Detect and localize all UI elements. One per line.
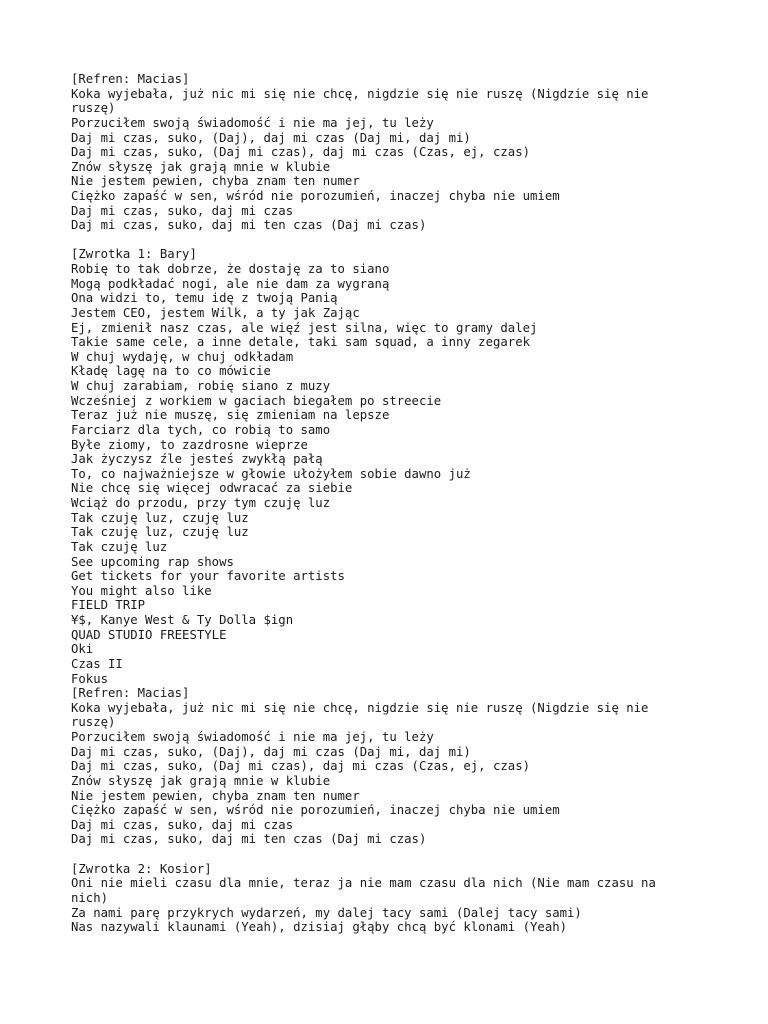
- lyric-line: Kładę lagę na to co mówicie: [71, 364, 271, 379]
- lyric-line: Daj mi czas, suko, daj mi ten czas (Daj mi czas): [71, 218, 427, 233]
- lyric-line: QUAD STUDIO FREESTYLE: [71, 627, 227, 642]
- lyric-line: Porzuciłem swoją świadomość i nie ma jej, tu leży: [71, 730, 434, 745]
- section-heading: [Zwrotka 2: Kosior]: [71, 861, 212, 876]
- lyric-line: Nas nazywali klaunami (Yeah), dzisiaj głąby chcą być klonami (Yeah): [71, 920, 568, 935]
- blank-line: [71, 233, 691, 248]
- lyric-line: Tak czuję luz, czuję luz: [71, 510, 249, 525]
- lyric-line: You might also like: [71, 583, 212, 598]
- lyric-line: Fokus: [71, 671, 109, 686]
- section-heading: [Refren: Macias]: [71, 686, 190, 701]
- lyric-line: Get tickets for your favorite artists: [71, 569, 345, 584]
- lyric-line: Ciężko zapaść w sen, wśród nie porozumień, inaczej chyba nie umiem: [71, 803, 560, 818]
- lyric-line: Tak czuję luz, czuję luz: [71, 525, 249, 540]
- lyric-line: Ciężko zapaść w sen, wśród nie porozumień, inaczej chyba nie umiem: [71, 189, 560, 203]
- lyric-line: Czas II: [71, 656, 123, 671]
- lyric-line: Daj mi czas, suko, daj mi czas: [71, 203, 294, 218]
- lyric-line: Daj mi czas, suko, daj mi czas: [71, 817, 294, 832]
- lyric-line: Farciarz dla tych, co robią to samo: [71, 422, 331, 437]
- section-heading: [Zwrotka 1: Bary]: [71, 247, 197, 262]
- blank-line: [71, 847, 691, 862]
- lyric-line: Nie jestem pewien, chyba znam ten numer: [71, 174, 360, 189]
- lyric-line: W chuj zarabiam, robię siano z muzy: [71, 379, 331, 394]
- lyric-line: Ona widzi to, temu idę z twoją Panią: [71, 291, 338, 306]
- lyric-line: Koka wyjebała, już nic mi się nie chcę, nigdzie się nie ruszę (Nigdzie się nie: [71, 86, 649, 101]
- lyric-line: Wciąż do przodu, przy tym czuję luz: [71, 496, 331, 511]
- lyric-line: ruszę): [71, 715, 116, 730]
- lyric-line: Mogą podkładać nogi, ale nie dam za wygraną: [71, 276, 390, 291]
- lyrics-document: [71, 72, 691, 935]
- lyric-line: ruszę): [71, 101, 116, 116]
- lyric-line: Znów słyszę jak grają mnie w klubie: [71, 159, 331, 174]
- lyric-line: Za nami parę przykrych wydarzeń, my dalej tacy sami (Dalej tacy sami): [71, 905, 582, 920]
- lyric-line: Tak czuję luz: [71, 539, 168, 554]
- lyric-line: Oki: [71, 642, 94, 657]
- lyric-line: Takie same cele, a inne detale, taki sam squad, a inny zegarek: [71, 335, 531, 350]
- lyric-line: Robię to tak dobrze, że dostaję za to siano: [71, 262, 390, 277]
- lyric-line: Nie chcę się więcej odwracać za siebie: [71, 481, 353, 496]
- lyric-line: W chuj wydaję, w chuj odkładam: [71, 349, 294, 364]
- lyric-line: Daj mi czas, suko, (Daj mi czas), daj mi czas (Czas, ej, czas): [71, 145, 531, 160]
- lyric-line: Znów słyszę jak grają mnie w klubie: [71, 773, 331, 788]
- lyric-line: See upcoming rap shows: [71, 554, 234, 569]
- lyric-line: To, co najważniejsze w głowie ułożyłem sobie dawno już: [71, 466, 471, 481]
- lyric-line: Wcześniej z workiem w gaciach biegałem po streecie: [71, 393, 442, 408]
- lyric-line: Porzuciłem swoją świadomość i nie ma jej, tu leży: [71, 115, 434, 130]
- lyric-line: Oni nie mieli czasu dla mnie, teraz ja nie mam czasu dla nich (Nie mam czasu na: [71, 876, 656, 891]
- lyric-line: Koka wyjebała, już nic mi się nie chcę, nigdzie się nie ruszę (Nigdzie się nie: [71, 700, 649, 715]
- lyric-line: Daj mi czas, suko, (Daj mi czas), daj mi czas (Czas, ej, czas): [71, 759, 531, 774]
- lyric-line: Byłe ziomy, to zazdrosne wieprze: [71, 437, 308, 452]
- lyric-line: Jak życzysz źle jesteś zwykłą pałą: [71, 452, 323, 467]
- lyric-line: Daj mi czas, suko, (Daj), daj mi czas (Daj mi, daj mi): [71, 130, 471, 145]
- lyric-line: Teraz już nie muszę, się zmieniam na lepsze: [71, 408, 390, 423]
- lyric-line: Ej, zmienił nasz czas, ale więź jest silna, więc to gramy dalej: [71, 320, 538, 335]
- lyric-line: FIELD TRIP: [71, 598, 146, 613]
- lyric-line: Nie jestem pewien, chyba znam ten numer: [71, 788, 360, 803]
- section-heading: [Refren: Macias]: [71, 72, 190, 86]
- lyric-line: Daj mi czas, suko, daj mi ten czas (Daj mi czas): [71, 832, 427, 847]
- lyric-line: ¥$, Kanye West & Ty Dolla $ign: [71, 613, 294, 628]
- lyric-line: Daj mi czas, suko, (Daj), daj mi czas (Daj mi, daj mi): [71, 744, 471, 759]
- lyric-line: nich): [71, 890, 109, 905]
- lyric-line: Jestem CEO, jestem Wilk, a ty jak Zając: [71, 305, 360, 320]
